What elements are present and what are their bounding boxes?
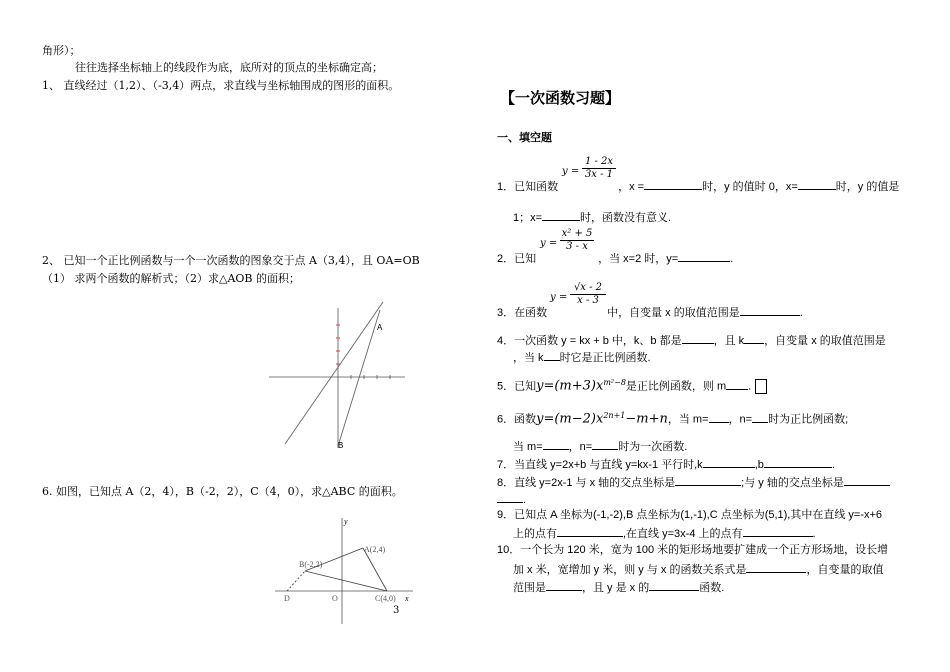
text-line: 角形）； xyxy=(42,44,81,57)
text-line: 往往选择坐标轴上的线段作为底，底所对的顶点的坐标确定高； xyxy=(75,61,383,74)
question-r10-cont2: 范围是 ，且 y 是 x 的 函数. xyxy=(513,579,724,595)
line-ab xyxy=(338,310,380,446)
label-y: y xyxy=(344,517,348,526)
question-2: 2、 已知一个正比例函数与一个一次函数的图象交于点 A（3,4），且 OA=OB xyxy=(42,254,420,267)
label-a: A xyxy=(377,323,383,332)
question-2-sub: （1） 求两个函数的解析式；（2）求△AOB 的面积； xyxy=(42,272,300,285)
segment-bc xyxy=(305,571,387,591)
question-r4: 4．一次函数 y = kx + b 中，k、b 都是 ，且 k ，自变量 x 的取值范围是 xyxy=(497,332,886,348)
question-r8: 8．直线 y=2x-1 与 x 轴的交点坐标是 ;与 y 轴的交点坐标是 xyxy=(497,474,890,490)
question-r7: 7．当直线 y=2x+b 与直线 y=kx-1 平行时,k ,b . xyxy=(497,456,835,472)
question-r1-cont: 1；x= 时，函数没有意义. xyxy=(513,209,671,225)
question-r3: 3．在函数 中，自变量 x 的取值范围是 . xyxy=(497,304,803,320)
question-r10: 10．一个长为 120 米，宽为 100 米的矩形场地要扩建成一个正方形场地，设长增 xyxy=(497,544,889,556)
question-r5: 5．已知$y=(m+3)x^{m^2-8}$是正比例函数，则 m . xyxy=(497,374,767,396)
page-number: 3 xyxy=(393,605,400,616)
question-1: 1、 直线经过（1,2）、（-3,4）两点，求直线与坐标轴围成的图形的面积。 xyxy=(42,79,400,92)
question-6: 6. 如图，已知点 A（2，4），B（-2，2），C（4，0），求△ABC 的面积。 xyxy=(42,485,403,498)
question-r1: 1．已知函数 ，x = 时，y 的值时 0，x= 时，y 的值是 xyxy=(497,178,899,194)
label-d: D xyxy=(284,594,290,603)
segment-db xyxy=(287,571,305,591)
label-b: B(-2,2) xyxy=(299,560,323,569)
section-heading: 一、填空题 xyxy=(497,132,552,144)
question-r6: 6．函数$y=(m-2)x^{2n+1}-m+n$，当 m= ，n= 时为正比例函数; xyxy=(497,411,849,427)
label-x: x xyxy=(405,594,409,603)
section-title: 【一次函数习题】 xyxy=(500,89,621,107)
question-r8-cont: . xyxy=(497,491,526,507)
label-a: A(2,4) xyxy=(364,545,386,554)
label-b: B xyxy=(338,441,344,450)
label-o: O xyxy=(332,594,338,603)
label-c: C(4,0) xyxy=(375,594,396,603)
question-r10-cont: 加 x 米，宽增加 y 米，则 y 与 x 的函数关系式是 ，自变量的取值 xyxy=(513,561,883,577)
question-r9-cont: 上的点有 ,在直线 y=3x-4 上的点有 . xyxy=(513,525,816,541)
question-r2: 2．已知 ，当 x=2 时，y= . xyxy=(497,250,733,266)
question-r9: 9．已知点 A 坐标为(-1,-2),B 点坐标为(1,-1),C 点坐标为(5,1),其中在直线 y=-x+6 xyxy=(497,509,883,521)
question-r4-cont: ，当 k 时它是正比例函数. xyxy=(513,349,651,365)
figure-1 xyxy=(265,298,410,460)
segment-ac xyxy=(363,548,387,591)
checkbox xyxy=(755,379,767,394)
line-oa xyxy=(285,302,383,444)
question-r6-cont: 当 m= ，n= 时为一次函数. xyxy=(513,438,687,454)
